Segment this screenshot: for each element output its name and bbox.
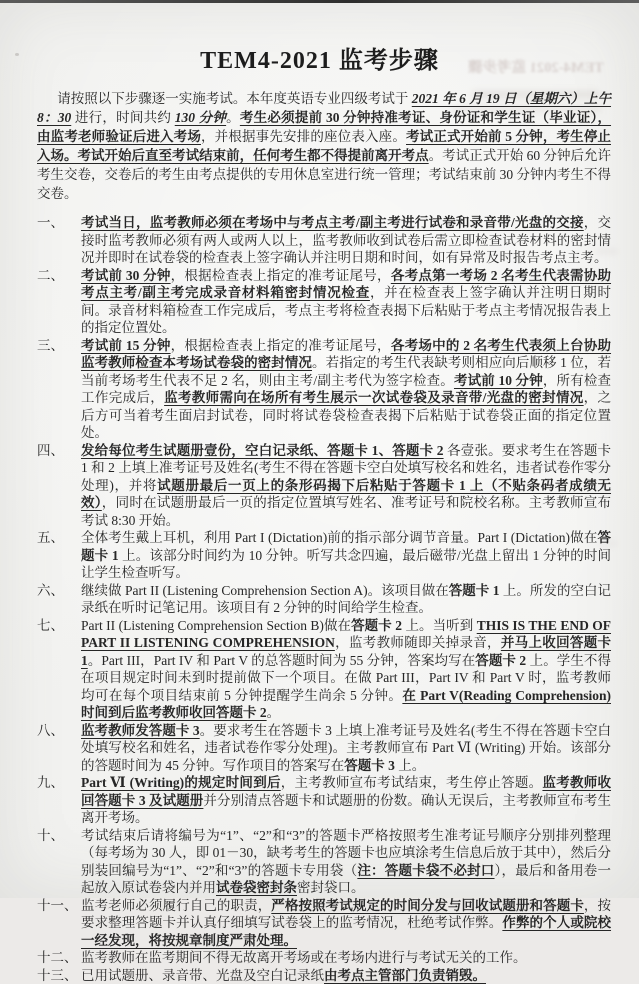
step-text — [81, 949, 611, 967]
text-segment: 各考场中的 2 名考生代表须上台协助监考教师检查本考场试卷袋的密封情况 — [81, 338, 611, 371]
text-segment: 。若指定的考生代表缺考则相应向后顺移 1 位，若当前考场考生代表不足 2 名，则由主考/副主考代为签字检查。 — [81, 355, 611, 388]
text-segment: ，同时在试题册最后一页的指定位置填写姓名、准考证号和院校名称。主考教师宣布考试 8:30 开始。 — [81, 495, 611, 528]
step-item — [37, 827, 611, 897]
text-segment: Part II (Listening Comprehension Section B)做在 — [81, 618, 351, 633]
text-segment: 考试前 10 分钟 — [454, 373, 543, 388]
text-segment: 请按照以下步骤逐一实施考试。本年度英语专业四级考试于 — [57, 91, 412, 106]
text-segment: 各壹张。要求考生在答题卡 1 和 2 上填上准考证号及姓名(考生不得在答题卡空白处填写校名和姓名，违者试卷作零分处理)，并将 — [81, 443, 611, 493]
step-number: 十一、 — [37, 897, 81, 950]
text-segment: 。考试正式开始 60 分钟后允许考生交卷，交卷后的考生由考点提供的专用休息室进行统一管理；考试结束前 30 分钟内考生不得交卷。 — [37, 148, 611, 201]
scan-edge-artifact — [0, 0, 639, 3]
text-segment: 监考教师需向在场所有考生展示一次试卷袋及录音带/光盘的密封情况 — [164, 390, 584, 405]
step-text — [81, 582, 611, 617]
step-text — [81, 337, 611, 442]
text-segment: 由考点主管部门负责销毁。 — [324, 968, 486, 983]
text-segment: ，监考教师随即关掉录音， — [335, 635, 501, 650]
text-segment: 。要求考生在答题卡 3 上填上准考证号及姓名(考生不得在答题卡空白处填写校名和姓名，违者试卷作零分处理)。主考教师宣布 Part Ⅵ (Writing) 开始。该部分的答题时间为 45 分钟。写作项目的答案写在 — [81, 723, 611, 773]
text-segment: 作弊的个人或院校一经发现，将按规章制度严肃处理。 — [81, 915, 611, 948]
text-segment: 各考点第一考场 2 名考生代表需协助考点主考/副主考完成录音材料箱密封情况检查 — [81, 268, 611, 301]
step-number: 八、 — [37, 722, 81, 775]
text-segment: 答题卡 3 — [344, 758, 395, 773]
text-segment: 并分别清点答题卡和试题册的份数。确认无误后，主考教师宣布考生离开考场。 — [81, 793, 611, 826]
text-segment: ，根据检查表上指定的准考证尾号， — [171, 268, 391, 283]
intro-paragraph — [37, 89, 611, 203]
text-segment: 密封袋口。 — [297, 880, 365, 895]
document-body — [37, 89, 611, 984]
text-segment: ，根据检查表上指定的准考证尾号， — [171, 338, 391, 353]
text-segment: ，并在检查表上签字确认并注明日期时间。录音材料箱检查工作完成后，考点主考将检查表揭下后粘贴于考点主考情况报告表上的指定位置处。 — [81, 285, 611, 335]
step-number: 九、 — [37, 774, 81, 827]
step-text — [81, 897, 611, 950]
step-text — [81, 827, 611, 897]
step-item — [37, 774, 611, 827]
step-text — [81, 774, 611, 827]
text-segment: ，主考教师宣布考试结束，考生停止答题。 — [281, 775, 543, 790]
step-item — [37, 617, 611, 722]
step-number: 四、 — [37, 442, 81, 530]
step-number: 五、 — [37, 529, 81, 582]
text-segment: 答题卡 2 — [351, 618, 402, 633]
step-item — [37, 967, 611, 984]
text-segment: 试题册最后一页上的条形码揭下后粘贴于答题卡 1 上（不贴条码者成绩无效） — [81, 478, 611, 511]
text-segment: 上。所发的空白记录纸在听时记笔记用。该项目有 2 分钟的时间给学生检查。 — [81, 583, 611, 616]
text-segment: 监考教师收回答题卡 3 及试题册 — [81, 775, 611, 808]
step-text — [81, 529, 611, 582]
step-number: 十、 — [37, 827, 81, 897]
text-segment: 。 — [226, 110, 240, 125]
text-segment: 考试正式开始前 5 分钟，考生停止入场。考试开始后直至考试结束前，任何考生都不得提前离开考点 — [37, 129, 611, 163]
text-segment: 监考教师在监考期间不得无故离开考场或在考场内进行与考试无关的工作。 — [81, 950, 527, 965]
text-segment: 进行，时间共约 — [71, 110, 174, 125]
step-number: 十三、 — [37, 967, 81, 984]
text-segment: 已用试题册、录音带、光盘及空白记录纸 — [81, 968, 324, 983]
text-segment: 。Part III，Part IV 和 Part V 的总答题时间为 55 分钟，答案均写在 — [88, 653, 476, 668]
text-segment: 上。 — [395, 758, 425, 773]
text-segment: 答题卡 1 — [449, 583, 500, 598]
text-segment: 考生必须提前 30 分钟持准考证、身份证和学生证（毕业证），由监考老师验证后进入考场 — [37, 110, 611, 144]
step-item — [37, 337, 611, 442]
step-item — [37, 267, 611, 337]
text-segment: 在 Part V(Reading Comprehension)时间到后监考教师收回答题卡 2 — [81, 688, 611, 721]
step-text — [81, 722, 611, 775]
step-number: 六、 — [37, 582, 81, 617]
step-item — [37, 949, 611, 967]
step-number: 七、 — [37, 617, 81, 722]
text-segment: 上。当听到 — [402, 618, 477, 633]
text-segment: 发给每位考生试题册壹份，空白记录纸、答题卡 1、答题卡 2 — [81, 443, 444, 458]
step-text — [81, 214, 611, 267]
text-segment: ），最后和备用卷一起放入原试卷袋内并用 — [81, 863, 611, 896]
step-number: 二、 — [37, 267, 81, 337]
text-segment: 考试结束后请将编号为“1”、“2”和“3”的答题卡严格按照考生准考证号顺序分别排列整理（每考场为 30 人，即 01－30，缺考考生的答题卡也应填涂考生信息后放于其中），然后分别装回编号为“1”、“2”和“3”的答题卡专用袋（ — [81, 828, 611, 878]
text-segment: ，并根据事先安排的座位表入座。 — [201, 129, 406, 144]
text-segment: 继续做 Part II (Listening Comprehension Section A)。该项目做在 — [81, 583, 449, 598]
text-segment: 考试当日，监考教师必须在考场中与考点主考/副主考进行试卷和录音带/光盘的交接 — [81, 215, 584, 230]
text-segment: 注：答题卡袋不必封口 — [357, 863, 494, 878]
text-segment: 并马上收回答题卡 1 — [81, 635, 611, 668]
text-segment: 考试前 15 分钟 — [81, 338, 171, 353]
bleedthrough-title-artifact: TEM4-2021 监考步骤 — [438, 56, 634, 77]
text-segment: 考试前 30 分钟 — [81, 268, 171, 283]
text-segment: 。 — [267, 705, 281, 720]
step-item — [37, 897, 611, 950]
text-segment: 监考老师必须履行自己的职责， — [81, 898, 271, 913]
text-segment: 试卷袋密封条 — [216, 880, 297, 895]
step-item — [37, 722, 611, 775]
step-text — [81, 617, 611, 722]
step-item — [37, 529, 611, 582]
text-segment: 上。学生不得在项目规定时间未到时提前做下一个项目。在做 Part III，Part IV 和 Part V 时，监考教师均可在每个项目结束前 5 分钟提醒学生尚余 5 分钟。 — [81, 653, 611, 703]
text-segment: 答题卡 2 — [475, 653, 526, 668]
step-text — [81, 967, 611, 984]
text-segment: 严格按照考试规定的时间分发与回收试题册和答题卡 — [271, 898, 584, 913]
text-segment: THIS IS THE END OF PART II LISTENING COMPREHENSION — [81, 618, 611, 651]
page-title: TEM4-2021 监考步骤 — [0, 0, 639, 75]
text-segment: 上。该部分时间约为 10 分钟。听写共念四遍，最后磁带/光盘上留出 1 分钟的时间让学生检查听写。 — [81, 548, 611, 581]
text-segment: ，所有检查工作完成后， — [81, 373, 611, 406]
text-segment: ，按要求整理答题卡并认真仔细填写试卷袋上的监考情况，杜绝考试作弊。 — [81, 898, 611, 931]
text-segment: 答题卡 1 — [81, 530, 611, 563]
text-segment: ，之后方可当着考生面启封试卷，同时将试卷袋检查表揭下后粘贴于试卷袋正面的指定位置处。 — [81, 390, 611, 440]
step-item — [37, 214, 611, 267]
step-number: 一、 — [37, 214, 81, 267]
text-segment: ，交接时监考教师必须有两人或两人以上，监考教师收到试卷后需立即检查试卷材料的密封情况并即时在试卷袋的检查表上签字确认并注明日期和时间，如有异常及时报告考点主考。 — [81, 215, 611, 265]
step-text — [81, 267, 611, 337]
text-segment: 130 分钟 — [175, 110, 226, 125]
text-segment: 监考教师发答题卡 3 — [81, 723, 200, 738]
steps-list — [37, 214, 611, 984]
step-number: 三、 — [37, 337, 81, 442]
step-text — [81, 442, 611, 530]
text-segment: 2021 年 6 月 19 日（星期六）上午 8：30 — [37, 91, 611, 125]
step-number: 十二、 — [37, 949, 81, 967]
step-item — [37, 442, 611, 530]
text-segment: 全体考生戴上耳机，利用 Part I (Dictation)前的指示部分调节音量。Part I (Dictation)做在 — [81, 530, 598, 545]
text-segment: Part Ⅵ (Writing)的规定时间到后 — [81, 775, 281, 790]
step-item — [37, 582, 611, 617]
